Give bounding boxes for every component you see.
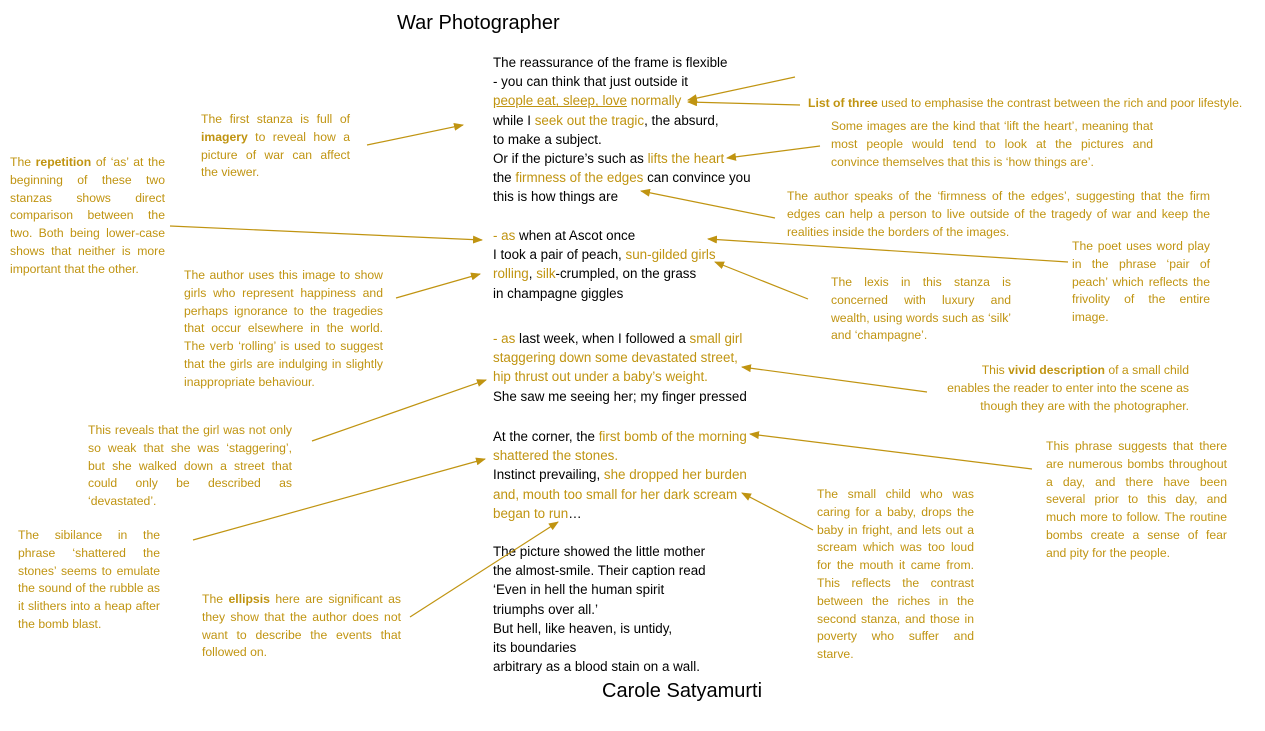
note-key-term: List of three [808, 96, 878, 110]
poem-text: She saw me seeing her; my finger pressed [493, 388, 747, 404]
note-key-term: ellipsis [228, 592, 270, 606]
highlighted-phrase: people eat, sleep, love [493, 93, 628, 109]
note-text: The author speaks of the ‘firmness of the edges’, suggesting that the firm edges can help a person to live outside of the tragedy of war and keep the realities inside the borders of the images. [787, 189, 1210, 239]
arrow-lexis [715, 262, 808, 299]
arrow-ellipsis [410, 522, 558, 617]
highlighted-phrase: shattered the stones. [493, 448, 619, 464]
arrow-repetition [170, 226, 482, 240]
poem-text: But hell, like heaven, is untidy, [493, 620, 673, 636]
note-text: The small child who was caring for a baby, drops the baby in fright, and lets out a scream which was too loud for the mouth it came from. This reflects the contrast between the riches in the second stanza, and those in poverty who suffer and starve. [817, 487, 974, 662]
note-text: The sibilance in the phrase ‘shattered the stones’ seems to emulate the sound of the rubble as it slithers into a heap after the bomb blast. [18, 528, 160, 631]
arrow-list-of-three-a [688, 77, 795, 100]
poem-text: triumphs over all.’ [493, 601, 598, 617]
poem-text: -crumpled, on the grass [555, 266, 697, 282]
poem-text: The picture showed the little mother [493, 544, 706, 559]
note-text: This phrase suggests that there are numerous bombs throughout a day, and there have been several prior to this day, and much more to follow. The routine bombs create a sense of fear and pity for the people. [1046, 439, 1227, 560]
highlighted-phrase: silk [536, 266, 556, 282]
highlighted-phrase: rolling [493, 266, 529, 282]
poem-text: arbitrary as a blood stain on a wall. [493, 659, 700, 675]
poem-text: its boundaries [493, 640, 577, 656]
poem-text: last week, when I followed a [515, 331, 690, 346]
highlighted-phrase: first bomb of the morning [598, 429, 747, 444]
poem-text: this is how things are [493, 189, 619, 205]
poem-text: , [528, 266, 537, 282]
highlighted-phrase: began to run [493, 505, 569, 521]
poem-text: to make a subject. [493, 131, 602, 147]
poem-text: ‘Even in hell the human spirit [493, 582, 665, 598]
arrow-staggering [312, 380, 486, 441]
arrow-firmness [641, 191, 775, 218]
poem-text: in champagne giggles [493, 285, 624, 301]
arrow-girls-image [396, 274, 480, 298]
arrow-lift-the-heart [727, 146, 820, 158]
arrow-small-child [742, 493, 813, 530]
note-key-term: repetition [35, 155, 92, 169]
note-key-term: imagery [201, 129, 248, 144]
note-key-term: vivid description [1008, 363, 1105, 377]
note-text: of ‘as’ at the beginning of these two stanzas shows direct comparison between the two. Both being lower-case shows that neither is more important that the other. [10, 155, 165, 276]
highlighted-phrase: - as [493, 331, 516, 346]
poem-text: when at Ascot once [515, 228, 636, 243]
arrow-word-play [708, 239, 1068, 262]
highlighted-phrase: sun-gilded girls [625, 247, 716, 263]
poem-text: the [493, 170, 516, 186]
poem-author: Carole Satyamurti [602, 680, 763, 702]
note-text: here are significant as they show that the author does not want to describe the events that followed on. [202, 592, 402, 660]
poem-text: while I [493, 112, 535, 128]
highlighted-phrase: firmness of the edges [515, 170, 644, 186]
highlighted-phrase: staggering down some devastated street, [493, 350, 738, 366]
poem-text: , the absurd, [644, 112, 719, 128]
poem-text: Or if the picture’s such as [493, 151, 648, 167]
arrow-numerous-bombs [750, 434, 1032, 469]
arrow-sibilance [193, 459, 485, 540]
note-text: The poet uses word play in the phrase ‘pair of peach’ which reflects the frivolity of the entire image. [1072, 239, 1210, 325]
poem-text: … [568, 505, 582, 521]
highlighted-phrase: small girl [689, 331, 743, 346]
note-text: This reveals that the girl was not only so weak that she was ‘staggering’, but she walked down a street that could only be described as ‘devastated’. [88, 423, 292, 509]
note-text: used to emphasise the contrast between the rich and poor lifestyle. [877, 96, 1243, 110]
highlighted-phrase: seek out the tragic [534, 112, 645, 128]
poem-text: can convince you [643, 170, 751, 186]
note-text: The [10, 155, 36, 169]
highlighted-phrase: and, mouth too small for her dark scream [493, 486, 738, 502]
arrow-list-of-three-b [688, 102, 800, 105]
poem-text: The reassurance of the frame is flexible [493, 55, 728, 70]
arrow-imagery [367, 125, 463, 145]
poem-text: At the corner, the [493, 429, 599, 444]
poem-text: - you can think that just outside it [493, 74, 689, 90]
note-text: The author uses this image to show girls who represent happiness and perhaps ignorance to the tragedies that occur elsewhere in the world. The verb ‘rolling’ is used to suggest that the girls are indulging in slightly inappropriate behaviour. [184, 268, 383, 389]
note-text: The lexis in this stanza is concerned with luxury and wealth, using words such as ‘silk’ and ‘champagne’. [831, 275, 1011, 343]
poem-text: I took a pair of peach, [493, 247, 626, 263]
highlighted-phrase: hip thrust out under a baby’s weight. [493, 369, 708, 385]
note-text: to reveal how a picture of war can affect the viewer. [201, 129, 350, 180]
poem-title: War Photographer [397, 12, 560, 34]
highlighted-phrase: normally [627, 93, 682, 109]
arrow-vivid-description [742, 367, 927, 392]
note-text: of a small child enables the reader to enter into the scene as though they are with the photographer. [947, 363, 1189, 413]
poem-text: the almost-smile. Their caption read [493, 563, 706, 579]
poem-text: Instinct prevailing, [493, 467, 604, 483]
note-text: The [202, 592, 229, 606]
note-text: This [981, 363, 1009, 377]
highlighted-phrase: she dropped her burden [603, 467, 747, 483]
highlighted-phrase: - as [493, 228, 516, 243]
highlighted-phrase: lifts the heart [647, 151, 725, 167]
note-text: The first stanza is full of [201, 112, 350, 126]
note-text: Some images are the kind that ‘lift the heart’, meaning that most people would tend to look at the pictures and convince themselves that this is ‘how things are’. [831, 119, 1153, 169]
